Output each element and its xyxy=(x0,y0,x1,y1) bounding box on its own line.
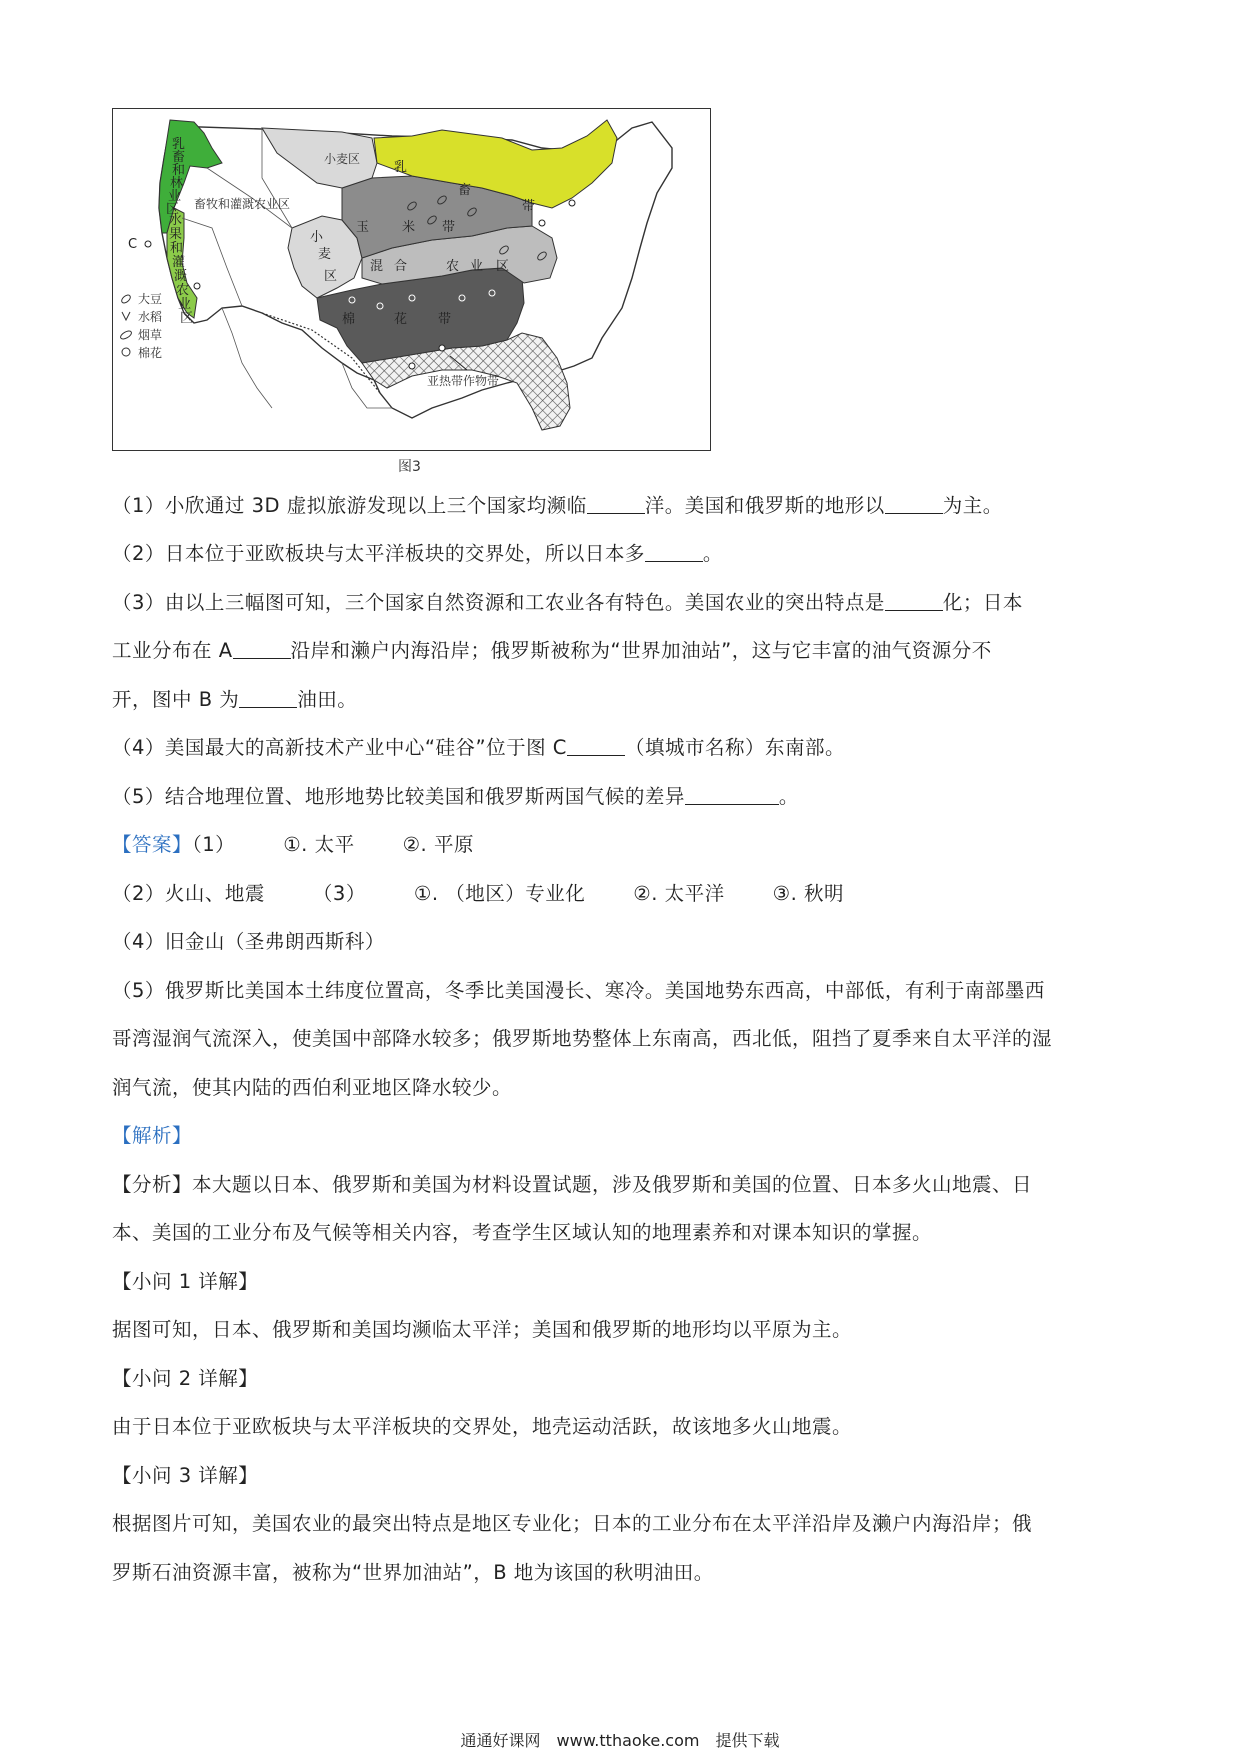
answer-tag: 【答案】 xyxy=(112,833,193,856)
label-ws-2: 果 xyxy=(169,227,183,242)
analysis-fenxi-line-2 xyxy=(112,1219,932,1247)
sub-heading-1 xyxy=(112,1268,258,1296)
q3-text-c: 工业分布在 A xyxy=(112,639,233,662)
answer-line-2 xyxy=(112,880,844,908)
label-mixed-1: 混 xyxy=(370,259,384,274)
label-cotton-2: 花 xyxy=(394,312,408,327)
label-ws-5: 溉 xyxy=(174,269,188,284)
sub-heading-3 xyxy=(112,1462,258,1490)
sub-heading-1-text: 【小问 1 详解】 xyxy=(112,1270,259,1293)
question-3-line-1 xyxy=(112,589,1023,617)
answer-1-a: ①. 太平 xyxy=(283,833,355,856)
label-wheat-s-3: 区 xyxy=(324,269,338,284)
label-wheat-north: 小麦区 xyxy=(324,152,361,166)
label-dairy-2: 畜 xyxy=(458,183,472,198)
answer-3-a: ①. （地区）专业化 xyxy=(413,882,586,905)
label-wn-4: 林 xyxy=(170,176,184,191)
label-ws-7: 业 xyxy=(178,297,192,312)
q2-text-b: 。 xyxy=(702,542,723,565)
label-ws-3: 和 xyxy=(170,241,184,256)
q1-text-a: （1）小欣通过 3D 虚拟旅游发现以上三个国家均濒临 xyxy=(112,494,587,517)
detail-3-line-2 xyxy=(112,1559,714,1587)
answer-5-text: 哥湾湿润气流深入，使美国中部降水较多；俄罗斯地势整体上东南高，西北低，阻挡了夏季来自太平洋的湿 xyxy=(112,1027,1053,1050)
answer-blank[interactable] xyxy=(587,493,645,514)
answer-5-line-2 xyxy=(112,1025,1052,1053)
label-dairy-3: 带 xyxy=(522,199,536,214)
label-livestock: 畜牧和灌溉农业区 xyxy=(194,197,291,211)
label-ws-6: 农 xyxy=(176,283,190,298)
label-subtropical: 亚热带作物带 xyxy=(427,374,500,388)
detail-2 xyxy=(112,1413,852,1441)
q4-text-a: （4）美国最大的高新技术产业中心“硅谷”位于图 C xyxy=(112,736,567,759)
question-5 xyxy=(112,783,799,811)
label-mixed-4: 业 xyxy=(470,259,484,274)
q5-text-b: 。 xyxy=(778,785,799,808)
sub-heading-3-text: 【小问 3 详解】 xyxy=(112,1464,259,1487)
detail-1-text: 据图可知，日本、俄罗斯和美国均濒临太平洋；美国和俄罗斯的地形均以平原为主。 xyxy=(112,1318,853,1341)
label-dairy-1: 乳 xyxy=(394,160,408,175)
label-corn-3: 带 xyxy=(442,220,456,235)
figure-caption: 图3 xyxy=(398,459,421,475)
label-cotton-3: 带 xyxy=(438,312,452,327)
answer-blank[interactable] xyxy=(233,638,291,659)
sub-heading-2-text: 【小问 2 详解】 xyxy=(112,1367,259,1390)
answer-blank[interactable] xyxy=(685,784,779,805)
q3-text-b: 化；日本 xyxy=(942,591,1023,614)
answer-3-c: ③. 秋明 xyxy=(772,882,845,905)
label-wheat-s-2: 麦 xyxy=(318,247,332,262)
answer-1-num: （1） xyxy=(192,833,236,856)
answer-line-1 xyxy=(112,831,474,859)
label-wn-6: 区 xyxy=(166,202,180,217)
question-2 xyxy=(112,540,723,568)
legend-rice: 水稻 xyxy=(138,310,163,324)
question-3-line-3 xyxy=(112,686,357,714)
answer-blank[interactable] xyxy=(885,590,943,611)
label-wn-2: 畜 xyxy=(172,150,186,165)
answer-5-text: （5）俄罗斯比美国本土纬度位置高，冬季比美国漫长、寒冷。美国地势东西高，中部低，有利于南部墨西 xyxy=(112,979,1045,1002)
q1-text-b: 洋。美国和俄罗斯的地形以 xyxy=(644,494,885,517)
detail-1 xyxy=(112,1316,852,1344)
answer-4: （4）旧金山（圣弗朗西斯科） xyxy=(112,930,385,953)
q2-text-a: （2）日本位于亚欧板块与太平洋板块的交界处，所以日本多 xyxy=(112,542,645,565)
answer-1-b: ②. 平原 xyxy=(402,833,474,856)
q3-text-a: （3）由以上三幅图可知，三个国家自然资源和工农业各有特色。美国农业的突出特点是 xyxy=(112,591,885,614)
answer-3-b: ②. 太平洋 xyxy=(633,882,725,905)
legend-soybean: 大豆 xyxy=(138,292,163,306)
answer-blank[interactable] xyxy=(567,735,625,756)
question-4 xyxy=(112,734,845,762)
answer-line-3 xyxy=(112,928,385,956)
label-mixed-3: 农 xyxy=(446,259,460,274)
page-footer: 通通好课网 www.tthaoke.com 提供下载 xyxy=(460,1731,780,1750)
label-ws-8: 区 xyxy=(180,311,194,326)
label-mixed-5: 区 xyxy=(496,259,510,274)
answer-blank[interactable] xyxy=(239,687,297,708)
answer-5-text: 润气流，使其内陆的西伯利亚地区降水较少。 xyxy=(112,1076,513,1099)
label-wheat-s-1: 小 xyxy=(310,230,324,245)
question-3-line-2 xyxy=(112,637,992,665)
q3-text-f: 油田。 xyxy=(297,688,358,711)
map-svg xyxy=(112,108,711,451)
q3-text-d: 沿岸和濑户内海沿岸；俄罗斯被称为“世界加油站”，这与它丰富的油气资源分不 xyxy=(290,639,992,662)
detail-3-line-1 xyxy=(112,1510,1032,1538)
label-wn-5: 业 xyxy=(168,189,182,204)
q5-text-a: （5）结合地理位置、地形地势比较美国和俄罗斯两国气候的差异 xyxy=(112,785,685,808)
q4-text-b: （填城市名称）东南部。 xyxy=(624,736,845,759)
fenxi-text: 本、美国的工业分布及气候等相关内容，考查学生区域认知的地理素养和对课本知识的掌握。 xyxy=(112,1221,933,1244)
q1-text-c: 为主。 xyxy=(942,494,1003,517)
label-ws-1: 水 xyxy=(169,213,183,228)
detail-3-text: 根据图片可知，美国农业的最突出特点是地区专业化；日本的工业分布在太平洋沿岸及濑户内海沿岸；俄 xyxy=(112,1512,1033,1535)
answer-blank[interactable] xyxy=(645,541,703,562)
question-1 xyxy=(112,492,1003,520)
label-mixed-2: 合 xyxy=(394,259,408,274)
us-agriculture-map xyxy=(112,108,711,451)
label-wn-1: 乳 xyxy=(172,137,186,152)
detail-3-text: 罗斯石油资源丰富，被称为“世界加油站”，B 地为该国的秋明油田。 xyxy=(112,1561,714,1584)
answer-2: （2）火山、地震 xyxy=(112,882,265,905)
analysis-tag xyxy=(112,1122,192,1150)
fenxi-text: 【分析】本大题以日本、俄罗斯和美国为材料设置试题，涉及俄罗斯和美国的位置、日本多火山地震、日 xyxy=(112,1173,1033,1196)
answer-blank[interactable] xyxy=(885,493,943,514)
answer-5-line-3 xyxy=(112,1074,512,1102)
label-point-c: C xyxy=(128,237,138,252)
answer-3-num: （3） xyxy=(312,882,366,905)
label-corn-2: 米 xyxy=(402,220,416,235)
label-cotton-1: 棉 xyxy=(342,312,356,327)
q3-text-e: 开，图中 B 为 xyxy=(112,688,240,711)
legend-tobacco: 烟草 xyxy=(138,328,163,342)
sub-heading-2 xyxy=(112,1365,258,1393)
label-wn-3: 和 xyxy=(172,163,186,178)
answer-5-line-1 xyxy=(112,977,1045,1005)
analysis-fenxi-line-1 xyxy=(112,1171,1032,1199)
detail-2-text: 由于日本位于亚欧板块与太平洋板块的交界处，地壳运动活跃，故该地多火山地震。 xyxy=(112,1415,853,1438)
analysis-tag-text: 【解析】 xyxy=(112,1124,193,1147)
label-ws-4: 灌 xyxy=(172,255,186,270)
legend-cotton: 棉花 xyxy=(138,346,163,360)
label-corn-1: 玉 xyxy=(356,220,370,235)
